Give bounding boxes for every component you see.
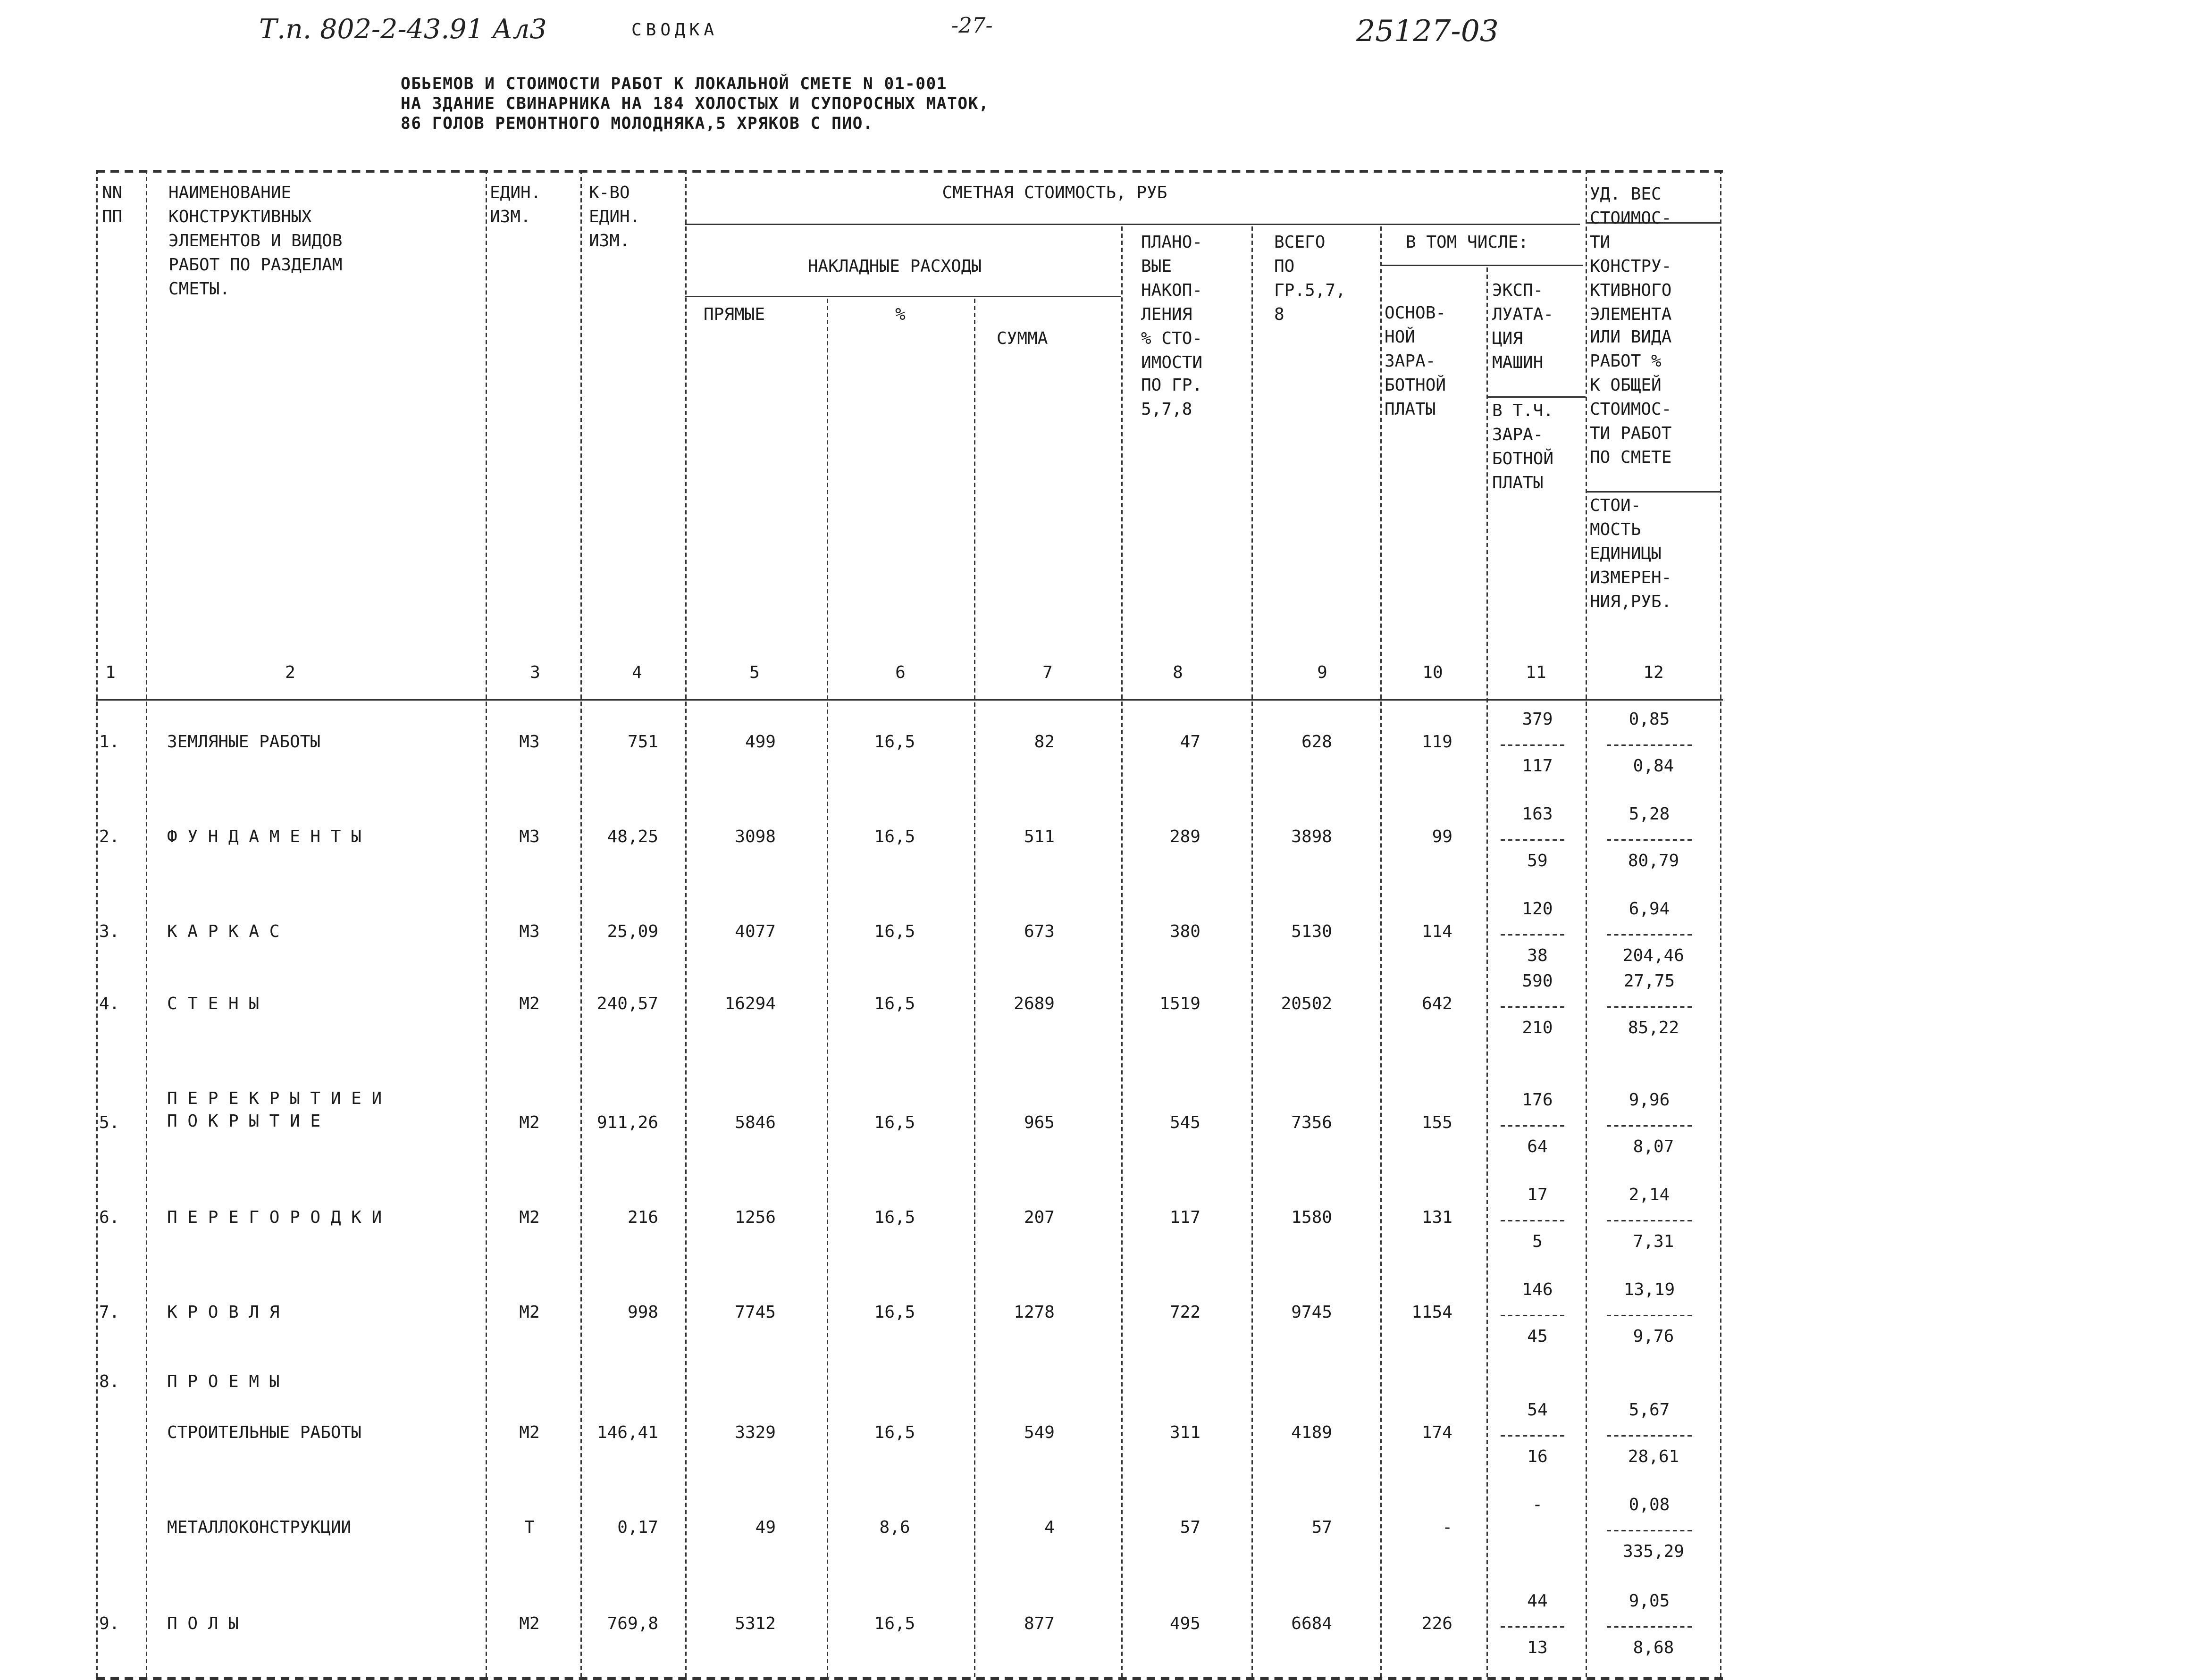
col8-header-line: ПЛАНО- [1141,232,1203,252]
row-1-number: 1. [99,732,120,752]
row-9-share-fraction-line [1607,1435,1692,1437]
row-3-planned-savings: 380 [1169,921,1200,941]
column-separator [1251,226,1253,1677]
row-6-machines-wage: 5 [1532,1231,1543,1251]
row-3-unit: М3 [519,921,540,941]
row-11-planned-savings: 495 [1169,1613,1200,1633]
row-4-percent: 16,5 [874,994,915,1013]
row-11-quantity: 769,8 [607,1613,658,1633]
column-separator [1586,170,1587,1677]
row-4-machines-wage: 210 [1522,1018,1553,1037]
row-3-direct-cost: 4077 [735,921,776,941]
row-9-percent: 16,5 [874,1422,915,1442]
column-number: 4 [632,662,642,682]
row-7-planned-savings: 722 [1169,1302,1200,1322]
col1-header-line: NN [102,183,123,202]
row-2-planned-savings: 289 [1169,827,1200,846]
col9-header-line: ГР.5,7, [1274,280,1346,300]
title-line-2: НА ЗДАНИЕ СВИНАРНИКА НА 184 ХОЛОСТЫХ И СУПОРОСНЫХ МАТОК, [401,93,990,113]
col8-header-line: НАКОП- [1141,280,1203,300]
row-4-base-wage: 642 [1421,994,1452,1013]
title-line-1: ОБЬЕМОВ И СТОИМОСТИ РАБОТ К ЛОКАЛЬНОЙ СМЕТЕ N 01-001 [401,74,948,93]
col8-header-line: ЛЕНИЯ [1141,304,1192,324]
overhead-group-header: НАКЛАДНЫЕ РАСХОДЫ [807,256,982,276]
row-1-unit: М3 [519,732,540,752]
col11-bottom-header-line: В Т.Ч. [1492,401,1554,420]
row-1-percent: 16,5 [874,732,915,752]
row-9-total: 4189 [1291,1422,1332,1442]
col12-split-rule [1586,491,1720,493]
column-number: 11 [1526,662,1546,682]
row-5-quantity: 911,26 [596,1112,658,1132]
row-2-unit: М3 [519,827,540,846]
row-4-machines: 590 [1522,971,1553,991]
column-separator [486,170,487,1677]
row-1-quantity: 751 [627,732,658,752]
col12-top-header-line: УД. ВЕС [1590,184,1662,204]
row-5-machines-fraction-line [1501,1125,1564,1127]
row-1-name: ЗЕМЛЯНЫЕ РАБОТЫ [167,732,321,752]
row-6-name: П Е Р Е Г О Р О Д К И [167,1207,382,1227]
column-separator [146,170,147,1677]
row-2-unit-cost: 80,79 [1628,851,1679,870]
row-7-unit-cost: 9,76 [1633,1326,1674,1346]
row-7-overhead-sum: 1278 [1014,1302,1055,1322]
title-line-3: 86 ГОЛОВ РЕМОНТНОГО МОЛОДНЯКА,5 ХРЯКОВ С ПИО. [401,113,874,133]
row-11-percent: 16,5 [874,1613,915,1633]
row-7-machines-wage: 45 [1527,1326,1548,1346]
row-6-direct-cost: 1256 [735,1207,776,1227]
row-9-unit: М2 [519,1422,540,1442]
row-1-total: 628 [1301,732,1332,752]
col6-header: % [895,304,906,324]
row-4-machines-fraction-line [1501,1006,1564,1008]
row-9-machines: 54 [1527,1400,1548,1420]
row-3-percent: 16,5 [874,921,915,941]
column-separator [96,170,98,1677]
row-1-machines-fraction-line [1501,744,1564,746]
row-10-base-wage: - [1442,1517,1452,1537]
row-8-name: П Р О Е М Ы [167,1371,280,1391]
row-6-base-wage: 131 [1421,1207,1452,1227]
col2-header-line: ЭЛЕМЕНТОВ И ВИДОВ [168,230,343,251]
row-4-share-percent: 27,75 [1623,971,1675,991]
col12-bottom-header-line: ЕДИНИЦЫ [1590,543,1662,563]
row-2-name: Ф У Н Д А М Е Н Т Ы [167,827,361,846]
row-5-percent: 16,5 [874,1112,915,1132]
col12-top-header-line: ЭЛЕМЕНТА [1590,303,1672,324]
col12-top-header-line: К ОБЩЕЙ [1590,375,1662,395]
row-9-machines-wage: 16 [1527,1446,1548,1466]
row-5-total: 7356 [1291,1112,1332,1132]
col12-bottom-header-line: НИЯ,РУБ. [1590,591,1672,611]
row-9-name: СТРОИТЕЛЬНЫЕ РАБОТЫ [167,1422,361,1442]
row-11-share-fraction-line [1607,1626,1692,1628]
row-5-share-percent: 9,96 [1629,1090,1670,1110]
col10-header-line: ОСНОВ- [1385,303,1446,323]
row-2-machines-wage: 59 [1527,851,1548,870]
col8-header-line: % СТО- [1141,327,1203,348]
row-7-number: 7. [99,1302,120,1322]
row-6-machines-fraction-line [1501,1220,1564,1221]
column-number: 8 [1173,662,1183,682]
row-2-base-wage: 99 [1432,827,1452,846]
row-5-number: 5. [99,1112,120,1132]
row-3-name: К А Р К А С [167,921,280,941]
row-7-quantity: 998 [627,1302,658,1322]
col9-header-line: ПО [1274,256,1295,276]
col8-header-line: 5,7,8 [1141,399,1192,419]
col8-header-line: ПО ГР. [1141,376,1203,396]
row-10-overhead-sum: 4 [1044,1517,1055,1537]
row-9-unit-cost: 28,61 [1628,1446,1679,1466]
row-4-share-fraction-line [1607,1006,1692,1008]
column-number: 5 [749,662,760,682]
row-6-unit: М2 [519,1207,540,1227]
row-2-share-fraction-line [1607,839,1692,841]
row-1-machines: 379 [1522,709,1553,729]
row-4-quantity: 240,57 [596,994,658,1013]
row-9-quantity: 146,41 [596,1422,658,1442]
row-7-total: 9745 [1291,1302,1332,1322]
row-9-planned-savings: 311 [1169,1422,1200,1442]
col2-header-line: СМЕТЫ. [168,278,230,298]
col12-top-header-line: КОНСТРУ- [1590,256,1672,276]
col11-bottom-header-line: ПЛАТЫ [1492,472,1544,493]
col4-header-line: К-ВО [589,183,630,202]
row-1-share-percent: 0,85 [1629,709,1670,729]
row-1-machines-wage: 117 [1522,756,1553,776]
col2-header-line: НАИМЕНОВАНИЕ [168,183,292,202]
col12-top-header-line: СТОИМОС- [1590,399,1672,419]
row-10-direct-cost: 49 [755,1517,776,1537]
row-10-name: МЕТАЛЛОКОНСТРУКЦИИ [167,1517,352,1537]
col12-top-header-line: ТИ [1590,232,1611,252]
row-5-planned-savings: 545 [1169,1112,1200,1132]
table-bottom-border [96,1677,1723,1680]
col12-bottom-header-line: МОСТЬ [1590,519,1641,539]
row-11-number: 9. [99,1613,120,1633]
row-3-share-fraction-line [1607,934,1692,936]
column-number: 7 [1042,662,1053,682]
row-2-machines: 163 [1522,804,1553,824]
column-separator [827,299,828,1677]
col11-top-header-line: ЭКСП- [1492,280,1544,300]
col9-header-line: ВСЕГО [1274,232,1326,252]
row-11-unit: М2 [519,1613,540,1633]
row-11-machines-wage: 13 [1527,1638,1548,1657]
col11-top-header-line: ЦИЯ [1492,328,1523,348]
row-3-number: 3. [99,921,120,941]
row-6-quantity: 216 [627,1207,658,1227]
row-7-name: К Р О В Л Я [167,1302,280,1322]
col1-header-line: ПП [102,206,123,226]
row-4-unit: М2 [519,994,540,1013]
row-5-name: П О К Р Ы Т И Е [167,1111,321,1131]
col9-header-line: 8 [1274,304,1284,324]
col12-top-header-line: СТОИМОС- [1590,208,1672,228]
row-1-base-wage: 119 [1421,732,1452,752]
row-2-number: 2. [99,827,120,846]
row-1-planned-savings: 47 [1180,732,1200,752]
row-5-share-fraction-line [1607,1125,1692,1127]
row-5-unit-cost: 8,07 [1633,1137,1674,1156]
column-number: 1 [105,662,116,682]
row-7-direct-cost: 7745 [735,1302,776,1322]
column-separator [1720,170,1721,1677]
col12-top-header-line: ТИ РАБОТ [1590,423,1672,443]
row-6-share-fraction-line [1607,1220,1692,1221]
row-9-base-wage: 174 [1421,1422,1452,1442]
col4-header-line: ЕДИН. [589,206,640,226]
row-11-base-wage: 226 [1421,1613,1452,1633]
col8-header-line: ВЫЕ [1141,256,1172,276]
row-10-total: 57 [1311,1517,1332,1537]
row-6-unit-cost: 7,31 [1633,1231,1674,1251]
row-6-number: 6. [99,1207,120,1227]
row-10-quantity: 0,17 [617,1517,658,1537]
row-10-share-percent: 0,08 [1629,1495,1670,1514]
col12-top-header-line: КТИВНОГО [1590,279,1672,300]
row-3-base-wage: 114 [1421,921,1452,941]
row-9-share-percent: 5,67 [1629,1400,1670,1420]
row-1-direct-cost: 499 [745,732,776,752]
row-3-overhead-sum: 673 [1024,921,1055,941]
row-6-machines: 17 [1527,1185,1548,1204]
row-1-overhead-sum: 82 [1034,732,1055,752]
row-2-direct-cost: 3098 [735,827,776,846]
row-7-machines: 146 [1522,1279,1553,1299]
col11-bottom-header-line: ЗАРА- [1492,424,1544,444]
cost-group-header: СМЕТНАЯ СТОИМОСТЬ, РУБ [942,183,1167,202]
row-1-unit-cost: 0,84 [1633,756,1674,776]
row-10-share-fraction-line [1607,1530,1692,1531]
row-5-base-wage: 155 [1421,1112,1452,1132]
row-2-quantity: 48,25 [607,827,658,846]
row-2-total: 3898 [1291,827,1332,846]
row-7-percent: 16,5 [874,1302,915,1322]
col2-header-line: РАБОТ ПО РАЗДЕЛАМ [168,254,343,275]
col11-top-header-line: ЛУАТА- [1492,304,1554,324]
column-number: 6 [895,662,906,682]
col11-split-rule [1486,396,1586,398]
row-5-machines-wage: 64 [1527,1137,1548,1156]
cost-group-rule [685,224,1580,225]
row-11-share-percent: 9,05 [1629,1591,1670,1611]
row-7-base-wage: 1154 [1411,1302,1452,1322]
row-5-overhead-sum: 965 [1024,1112,1055,1132]
row-2-share-percent: 5,28 [1629,804,1670,824]
row-4-unit-cost: 85,22 [1628,1018,1679,1037]
row-11-direct-cost: 5312 [735,1613,776,1633]
row-6-total: 1580 [1291,1207,1332,1227]
row-9-machines-fraction-line [1501,1435,1564,1437]
column-number: 10 [1422,662,1443,682]
row-10-unit: Т [524,1517,535,1537]
row-7-machines-fraction-line [1501,1315,1564,1316]
row-3-total: 5130 [1291,921,1332,941]
row-3-machines-wage: 38 [1527,945,1548,965]
row-4-overhead-sum: 2689 [1014,994,1055,1013]
row-10-planned-savings: 57 [1180,1517,1200,1537]
row-11-name: П О Л Ы [167,1613,239,1633]
row-5-unit: М2 [519,1112,540,1132]
col11-top-header-line: МАШИН [1492,352,1544,372]
row-2-machines-fraction-line [1501,839,1564,841]
col4-header-line: ИЗМ. [589,230,630,251]
col10-header-line: НОЙ [1385,326,1416,347]
row-7-share-percent: 13,19 [1623,1279,1675,1299]
row-4-direct-cost: 16294 [724,994,776,1013]
row-3-unit-cost: 204,46 [1622,945,1685,965]
col10-header-line: ПЛАТЫ [1385,398,1436,418]
overhead-group-rule [685,296,1121,297]
row-2-overhead-sum: 511 [1024,827,1055,846]
col8-header-line: ИМОСТИ [1141,351,1203,372]
row-10-unit-cost: 335,29 [1622,1541,1685,1561]
col3-header-line: ЕДИН. [490,183,541,202]
row-8-number: 8. [99,1371,120,1391]
col2-header-line: КОНСТРУКТИВНЫХ [168,206,312,226]
row-6-overhead-sum: 207 [1024,1207,1055,1227]
row-4-name: С Т Е Н Ы [167,994,260,1013]
row-11-unit-cost: 8,68 [1633,1638,1674,1657]
column-separator [1486,267,1488,1677]
column-number: 12 [1643,662,1664,682]
row-3-share-percent: 6,94 [1629,899,1670,919]
row-5-direct-cost: 5846 [735,1112,776,1132]
row-6-share-percent: 2,14 [1629,1185,1670,1204]
row-6-percent: 16,5 [874,1207,915,1227]
incl-group-rule [1380,265,1583,266]
row-4-total: 20502 [1281,994,1332,1013]
sheet-code: 25127-03 [1356,14,1499,48]
row-11-overhead-sum: 877 [1024,1613,1055,1633]
row-3-quantity: 25,09 [607,921,658,941]
incl-group-header: В ТОМ ЧИСЛЕ: [1406,232,1529,252]
col7-header: СУММА [997,328,1048,348]
column-separator [1380,226,1382,1677]
row-7-unit: М2 [519,1302,540,1322]
row-5-name: П Е Р Е К Р Ы Т И Е И [167,1088,382,1108]
col12-bottom-header-line: СТОИ- [1590,495,1641,515]
row-3-machines: 120 [1522,899,1553,919]
column-number: 9 [1317,662,1327,682]
col10-header-line: БОТНОЙ [1385,375,1446,395]
row-11-total: 6684 [1291,1613,1332,1633]
col12-top-header-line: ПО СМЕТЕ [1590,447,1672,467]
col12-bottom-header-line: ИЗМЕРЕН- [1590,567,1672,587]
column-number: 2 [285,662,295,682]
col11-bottom-header-line: БОТНОЙ [1492,448,1554,468]
reference-code: Т.п. 802-2-43.91 Ал3 [259,14,547,45]
column-number: 3 [530,662,540,682]
page-number: -27- [951,13,993,38]
document-heading: СВОДКА [631,20,719,40]
col12-top-header-line: ИЛИ ВИДА [1590,327,1672,348]
row-4-number: 4. [99,994,120,1013]
row-11-machines-fraction-line [1501,1626,1564,1628]
table-top-border [96,170,1723,173]
row-1-share-fraction-line [1607,744,1692,746]
header-bottom-rule [96,699,1723,701]
row-4-planned-savings: 1519 [1159,994,1200,1013]
row-10-machines: - [1532,1495,1543,1514]
row-5-machines: 176 [1522,1090,1553,1110]
row-2-percent: 16,5 [874,827,915,846]
column-separator [974,299,975,1677]
row-9-overhead-sum: 549 [1024,1422,1055,1442]
row-9-direct-cost: 3329 [735,1422,776,1442]
row-10-percent: 8,6 [879,1517,910,1537]
col3-header-line: ИЗМ. [490,206,531,226]
column-separator [1121,226,1123,1677]
row-6-planned-savings: 117 [1169,1207,1200,1227]
row-7-share-fraction-line [1607,1315,1692,1316]
row-3-machines-fraction-line [1501,934,1564,936]
col5-header: ПРЯМЫЕ [704,304,765,324]
row-11-machines: 44 [1527,1591,1548,1611]
col10-header-line: ЗАРА- [1385,351,1436,371]
col12-top-header-line: РАБОТ % [1590,351,1662,371]
